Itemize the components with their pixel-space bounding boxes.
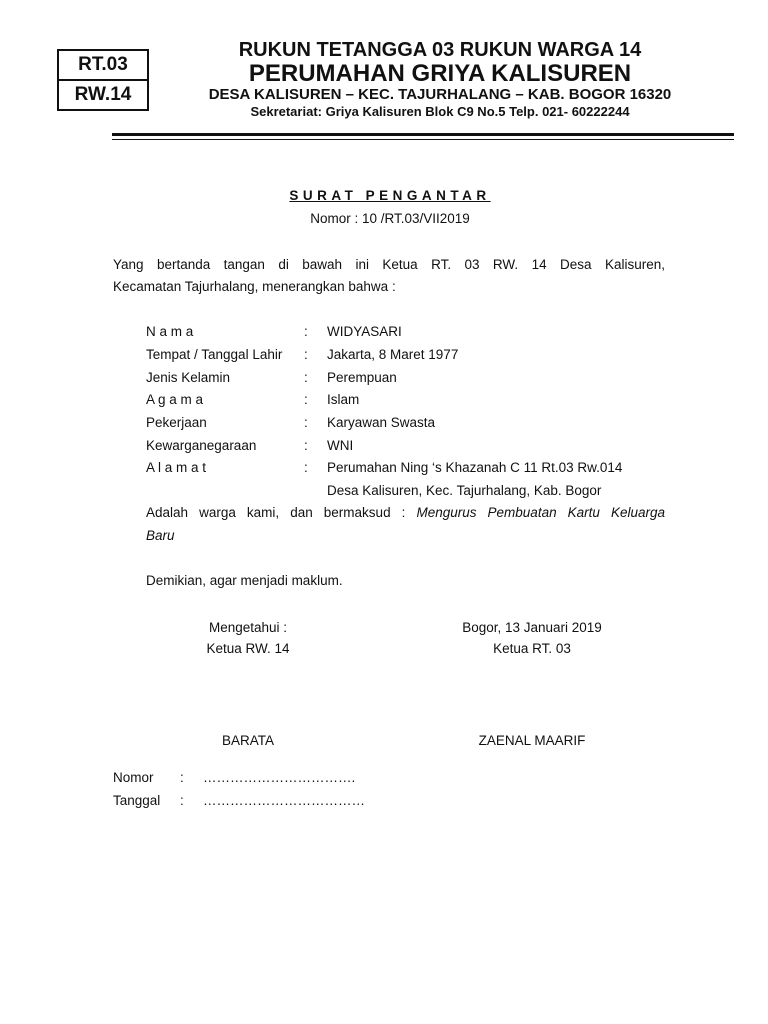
header-rule-thick — [112, 133, 734, 136]
field-sep: : — [304, 392, 308, 407]
right-name: ZAENAL MAARIF — [478, 733, 586, 748]
tanggal-dots: ……………………………… — [203, 793, 365, 808]
rt-rw-box — [57, 49, 149, 111]
tanggal-sep: : — [180, 793, 184, 808]
field-value: Perempuan — [327, 370, 397, 385]
header-line-1: RUKUN TETANGGA 03 RUKUN WARGA 14 — [238, 39, 642, 61]
field-value: WIDYASARI — [327, 324, 402, 339]
header-line-3: DESA KALISUREN – KEC. TAJURHALANG – KAB. BOGOR 16320 — [208, 86, 672, 103]
header-rule-thin — [112, 139, 734, 140]
field-label: N a m a — [146, 324, 194, 339]
field-label: A g a m a — [146, 392, 204, 407]
purpose-line-1 — [146, 505, 665, 520]
right-caption: Bogor, 13 Januari 2019 — [462, 620, 602, 635]
purpose-prefix: Adalah warga kami, dan bermaksud : — [146, 505, 406, 520]
field-label: Kewarganegaraan — [146, 438, 257, 453]
letter-number: Nomor : 10 /RT.03/VII2019 — [310, 211, 470, 226]
tanggal-label: Tanggal — [113, 793, 161, 808]
nomor-dots: ……………………………. — [203, 770, 356, 785]
rt-label: RT.03 — [78, 54, 128, 75]
left-caption: Mengetahui : — [208, 620, 288, 635]
left-name: BARATA — [221, 733, 274, 748]
field-sep: : — [304, 415, 308, 430]
field-value: Jakarta, 8 Maret 1977 — [327, 347, 459, 362]
nomor-label: Nomor — [113, 770, 154, 785]
header-line-4: Sekretariat: Griya Kalisuren Blok C9 No.5 Telp. 021- 60222244 — [250, 104, 630, 119]
purpose-line-2: Baru — [146, 528, 175, 543]
field-label: A l a m a t — [146, 460, 207, 475]
right-title: Ketua RT. 03 — [493, 641, 571, 656]
field-sep: : — [304, 370, 308, 385]
field-sep: : — [304, 460, 308, 475]
field-label: Pekerjaan — [146, 415, 207, 430]
field-sep: : — [304, 324, 308, 339]
field-value: Karyawan Swasta — [327, 415, 436, 430]
left-title: Ketua RW. 14 — [206, 641, 290, 656]
letter-title: SURAT PENGANTAR — [289, 188, 491, 203]
nomor-sep: : — [180, 770, 184, 785]
closing-text: Demikian, agar menjadi maklum. — [146, 573, 343, 588]
purpose-text: Mengurus Pembuatan Kartu Keluarga — [416, 505, 665, 520]
field-value: Islam — [327, 392, 360, 407]
field-sep: : — [304, 438, 308, 453]
intro-line-2: Kecamatan Tajurhalang, menerangkan bahwa : — [113, 279, 396, 294]
address-line-2: Desa Kalisuren, Kec. Tajurhalang, Kab. Bogor — [327, 483, 602, 498]
rw-label: RW.14 — [59, 79, 147, 109]
field-value: Perumahan Ning ‘s Khazanah C 11 Rt.03 Rw.014 — [327, 460, 623, 475]
intro-line-1: Yang bertanda tangan di bawah ini Ketua RT. 03 RW. 14 Desa Kalisuren, — [113, 257, 665, 272]
header-line-2: PERUMAHAN GRIYA KALISUREN — [248, 60, 632, 87]
field-label: Tempat / Tanggal Lahir — [146, 347, 283, 362]
field-label: Jenis Kelamin — [146, 370, 231, 385]
field-value: WNI — [327, 438, 354, 453]
field-sep: : — [304, 347, 308, 362]
